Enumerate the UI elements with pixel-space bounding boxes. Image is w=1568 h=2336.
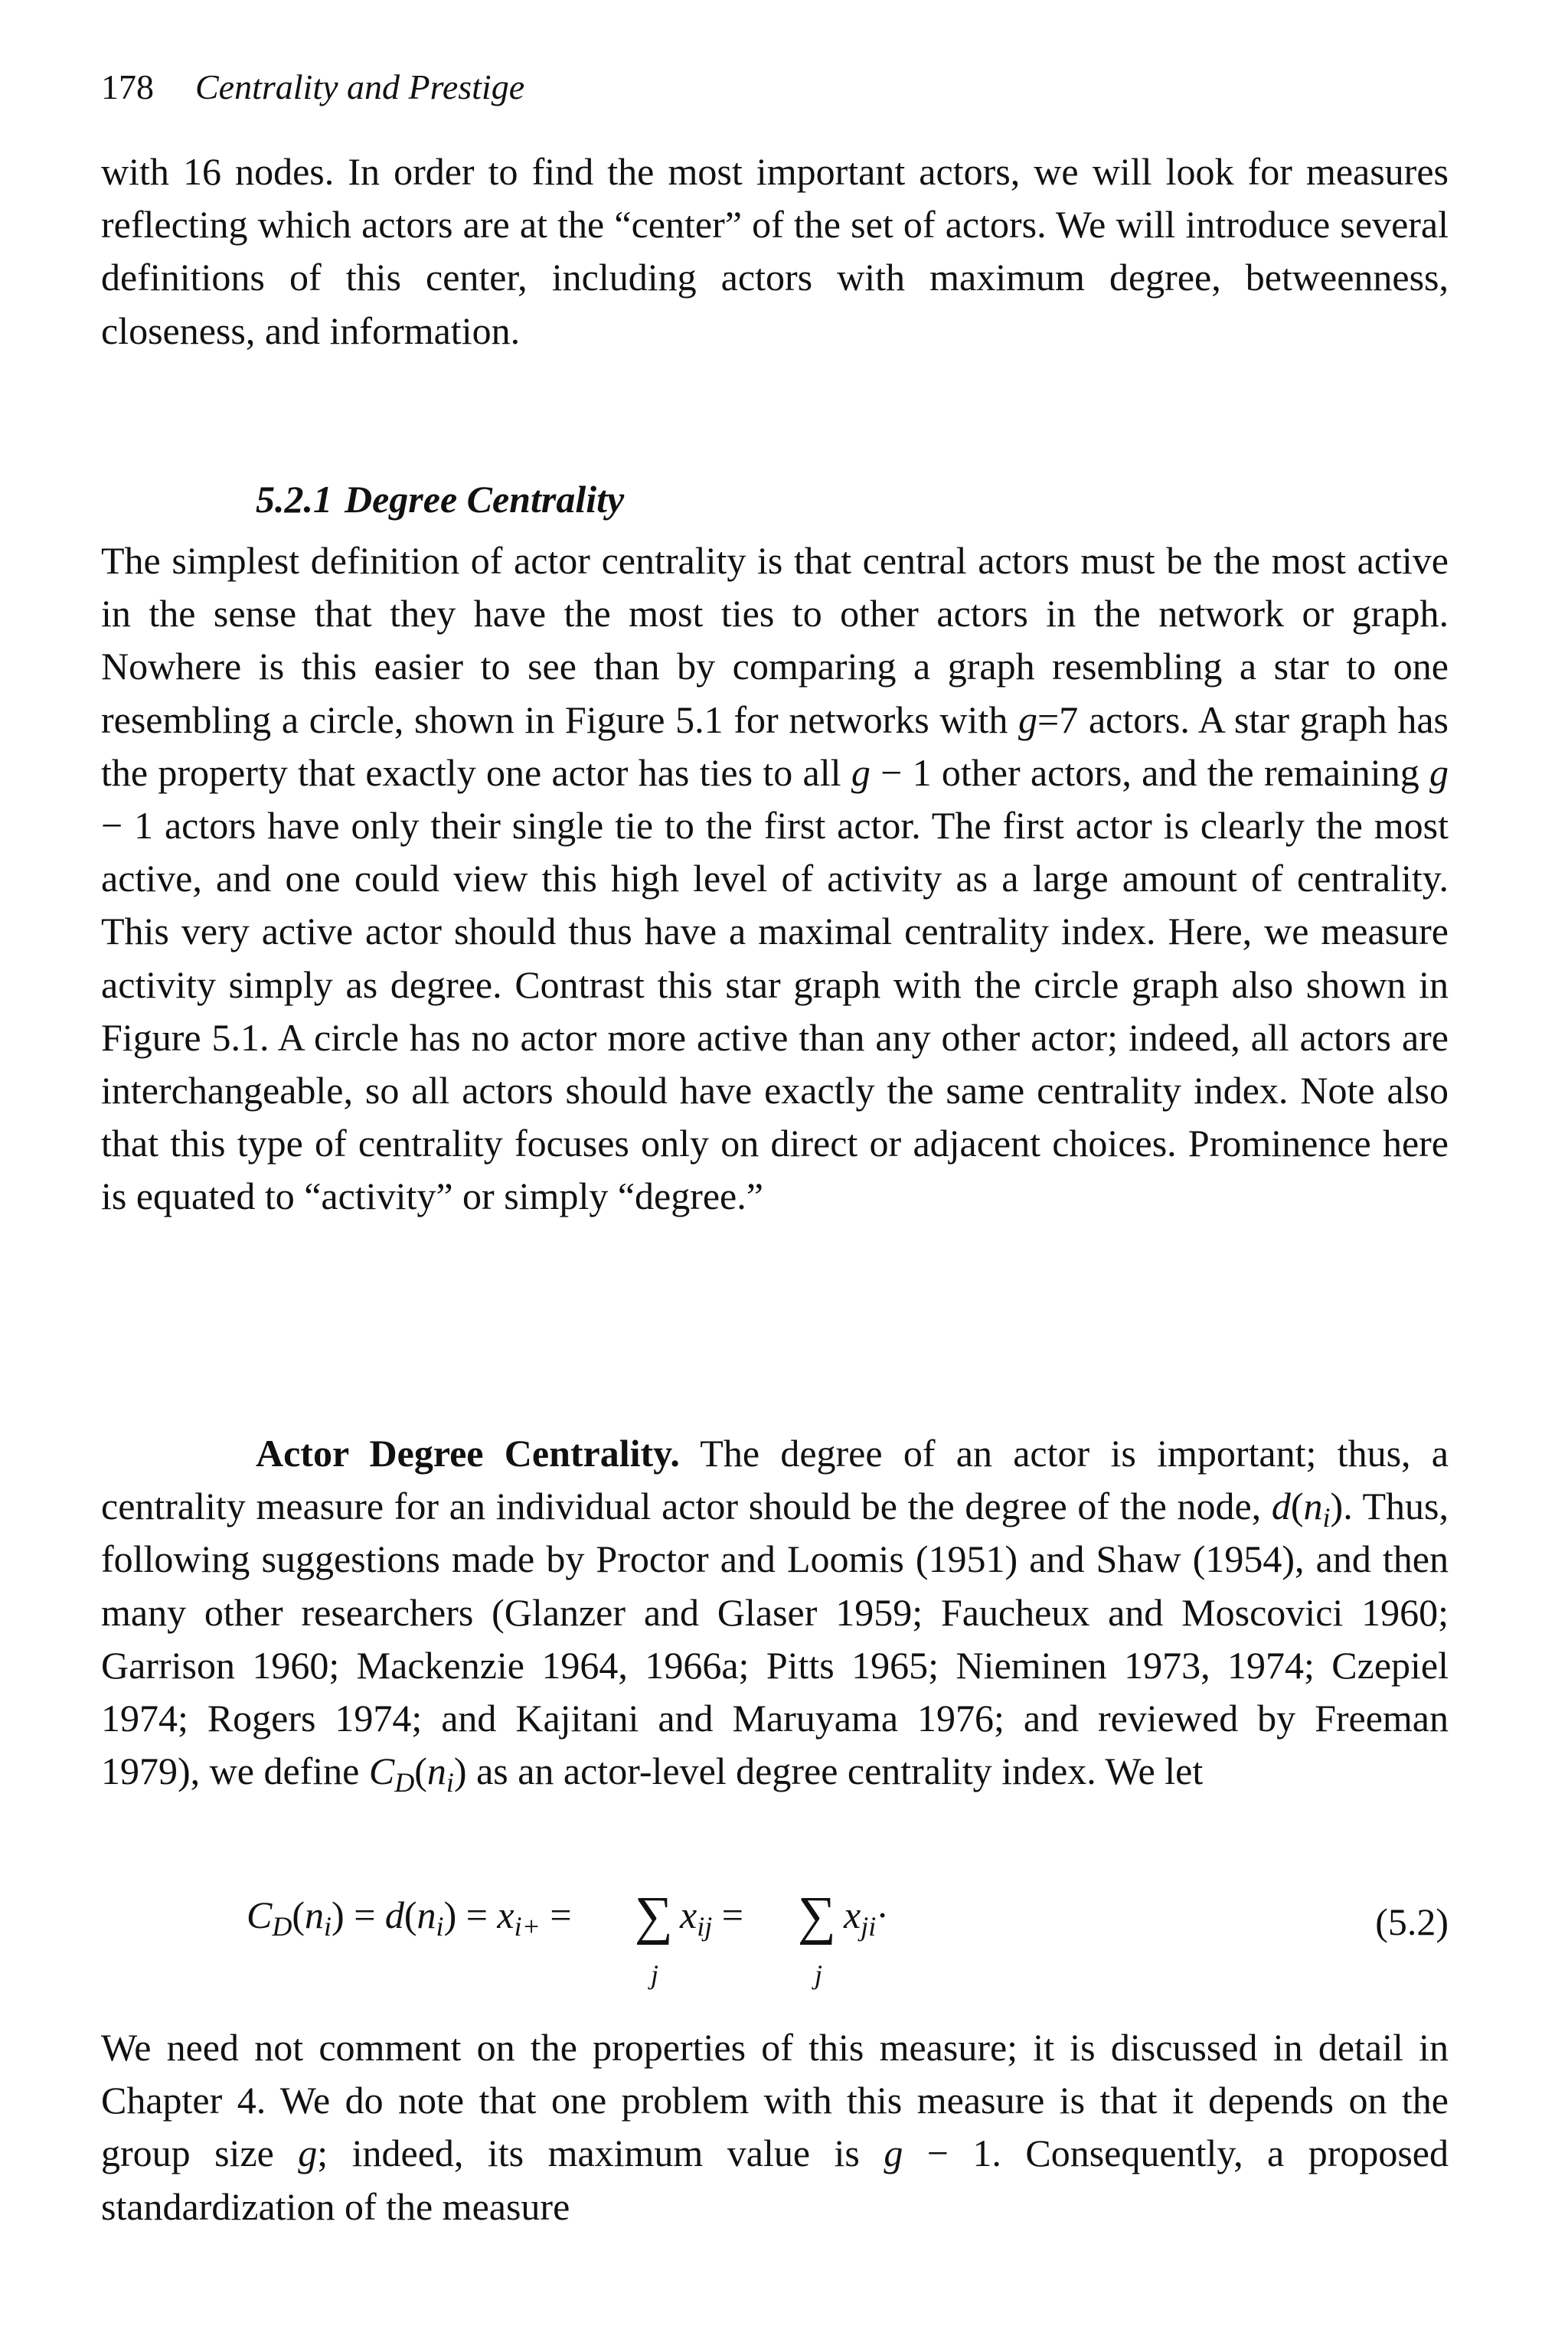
math-subscript: i bbox=[446, 1767, 454, 1799]
math-C: C bbox=[368, 1750, 395, 1793]
paragraph-actor-degree bbox=[101, 1427, 1449, 1798]
math-paren: ) bbox=[1330, 1485, 1344, 1528]
text-run: . Thus, following suggestions made by Proctor and Loomis (1951) and Shaw (1954), and then many other researchers (Glanzer and Glaser 1959; Faucheux and Moscovici 1960; Garrison 1960; Mackenzie 1964, 1966a; Pitts 1965; Nieminen 1973, 1974; Czepiel 1974; Rogers 1974; and Kajitani and Maruyama 1976; and reviewed by Freeman 1979), we define bbox=[101, 1485, 1449, 1793]
math-n: n bbox=[426, 1750, 446, 1793]
math-paren: ) bbox=[453, 1750, 467, 1793]
equals-sign: = bbox=[456, 1893, 498, 1936]
equation-middle bbox=[680, 1893, 743, 1942]
paragraph-degree-centrality bbox=[101, 534, 1449, 1224]
math-g: g bbox=[1429, 750, 1449, 794]
equals-sign: = bbox=[540, 1893, 572, 1936]
math-subscript: i bbox=[1322, 1502, 1331, 1534]
math-paren: ( bbox=[292, 1893, 305, 1936]
page-number: 178 bbox=[101, 67, 154, 106]
text-run: ; indeed, its maximum value is bbox=[317, 2132, 884, 2175]
math-g: g bbox=[298, 2132, 318, 2175]
equation-number: (5.2) bbox=[1375, 1900, 1449, 1943]
paragraph-intro: with 16 nodes. In order to find the most important actors, we will look for measures reflecting which actors are at the “center” of the set of actors. We will introduce several definitions of this center, including actors with maximum degree, betweenness, closeness, and information. bbox=[101, 150, 1449, 352]
section-title: Degree Centrality bbox=[345, 478, 625, 521]
summation-sign: ∑ bbox=[635, 1887, 673, 1946]
running-head bbox=[101, 64, 524, 110]
math-subscript: D bbox=[394, 1767, 415, 1799]
math-paren: ( bbox=[414, 1750, 427, 1793]
math-x: x bbox=[497, 1893, 514, 1936]
text-run: − 1 actors have only their single tie to the first actor. The first actor is clearly the most active, and one could view this high level of activity as a large amount of centrality. This very active actor should thus have a maximal centrality index. Here, we measure activity simply as degree. Contrast this star graph with the circle graph also shown in Figure 5.1. A circle has no actor more active than any other actor; indeed, all actors are interchangeable, so all actors should have exactly the same centrality index. Note also that this type of centrality focuses only on direct or adjacent choices. Prominence here is equated to “activity” or simply “degree.” bbox=[101, 804, 1449, 1218]
text-run: The simplest definition of actor centrality is that central actors must be the most active in the sense that they have the most ties to other actors in the network or graph. Nowhere is this easier to see than by comparing a graph resembling a star to one resembling a circle, shown in Figure 5.1 for networks with bbox=[101, 539, 1449, 741]
math-n: n bbox=[1303, 1485, 1323, 1528]
paragraph-final bbox=[101, 2021, 1449, 2233]
math-g: g bbox=[1018, 698, 1038, 741]
text-run: − 1. Consequently, a proposed standardization of the measure bbox=[101, 2132, 1449, 2228]
math-x: x bbox=[680, 1893, 697, 1936]
equation-rhs bbox=[844, 1893, 889, 1942]
run-in-heading: Actor Degree Centrality. bbox=[256, 1432, 680, 1475]
summation-index: j bbox=[815, 1959, 823, 1990]
equation-lhs bbox=[247, 1893, 572, 1942]
math-subscript: ij bbox=[697, 1911, 713, 1942]
math-g: g bbox=[851, 750, 871, 794]
math-subscript: i bbox=[324, 1911, 332, 1942]
text-run: as an actor-level degree centrality index. We let bbox=[466, 1750, 1204, 1793]
math-g: g bbox=[884, 2132, 903, 2175]
section-heading bbox=[256, 473, 624, 526]
section-number: 5.2.1 bbox=[256, 478, 332, 521]
math-C: C bbox=[247, 1893, 273, 1936]
summation-sign: ∑ bbox=[798, 1887, 836, 1946]
math-paren: ( bbox=[1290, 1485, 1304, 1528]
equals-sign: = bbox=[344, 1893, 385, 1936]
equation-5-2 bbox=[247, 1874, 1364, 2020]
math-subscript: i+ bbox=[514, 1911, 541, 1942]
math-n: n bbox=[416, 1893, 436, 1936]
math-subscript: ji bbox=[861, 1911, 877, 1942]
math-period: · bbox=[876, 1893, 889, 1936]
math-n: n bbox=[305, 1893, 325, 1936]
text-run: =7 actors. A star graph has the property that exactly one actor has ties to all bbox=[101, 698, 1449, 794]
text-run: We need not comment on the properties of this measure; it is discussed in detail in Chapter 4. We do note that one problem with this measure is that it depends on the group size bbox=[101, 2026, 1449, 2175]
math-paren: ) bbox=[332, 1893, 345, 1936]
math-paren: ( bbox=[403, 1893, 417, 1936]
math-paren: ) bbox=[443, 1893, 457, 1936]
equals-sign: = bbox=[712, 1893, 743, 1936]
math-x: x bbox=[844, 1893, 861, 1936]
text-run: − 1 other actors, and the remaining bbox=[870, 750, 1429, 794]
math-d: d bbox=[384, 1893, 404, 1936]
summation-index: j bbox=[651, 1959, 659, 1990]
math-subscript: i bbox=[436, 1911, 444, 1942]
running-head-title: Centrality and Prestige bbox=[195, 67, 525, 106]
text-run: The degree of an actor is important; thus, a centrality measure for an individual actor should be the degree of the node, bbox=[101, 1432, 1449, 1528]
math-subscript: D bbox=[272, 1911, 292, 1942]
math-d: d bbox=[1271, 1485, 1291, 1528]
